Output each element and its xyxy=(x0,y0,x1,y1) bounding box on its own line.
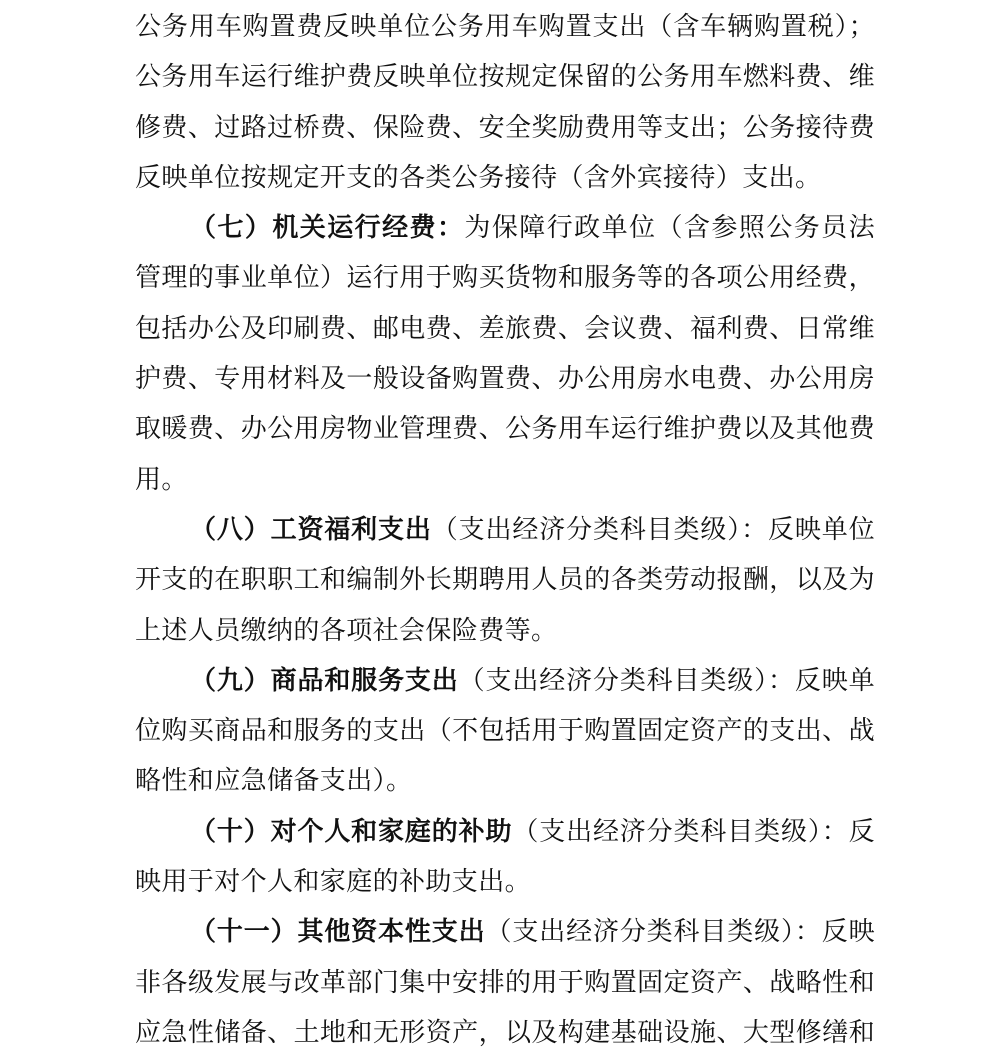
text-span: 为保障行政单位（含参照公务员法 xyxy=(464,213,875,244)
text-span: （支出经济分类科目类级）：反 xyxy=(512,816,875,847)
section-heading: （九）商品和服务支出 xyxy=(190,665,459,696)
text-line: 略性和应急储备支出）。 xyxy=(135,766,413,797)
text-line xyxy=(135,656,875,706)
text-line xyxy=(135,505,875,555)
text-span: （支出经济分类科目类级）：反映单位 xyxy=(431,514,875,545)
text-line: 开支的在职职工和编制外长期聘用人员的各类劳动报酬，以及为 xyxy=(135,565,875,596)
paragraph-vehicle-expenses xyxy=(0,2,1000,203)
section-heading: （十）对个人和家庭的补助 xyxy=(190,816,513,847)
text-line: 取暖费、办公用房物业管理费、公务用车运行维护费以及其他费 xyxy=(135,414,875,445)
text-line: 非各级发展与改革部门集中安排的用于购置固定资产、战略性和 xyxy=(135,967,875,998)
text-line xyxy=(135,807,875,857)
paragraph-household-subsidies xyxy=(0,807,1000,908)
section-heading: （七）机关运行经费： xyxy=(190,213,465,244)
paragraph-office-operating-expenses xyxy=(0,203,1000,505)
text-line: 管理的事业单位）运行用于购买货物和服务等的各项公用经费， xyxy=(135,263,875,294)
text-line: 上述人员缴纳的各项社会保险费等。 xyxy=(135,615,558,646)
text-line: 公务用车运行维护费反映单位按规定保留的公务用车燃料费、维 xyxy=(135,62,875,93)
text-line: 用。 xyxy=(135,464,188,495)
text-line: 护费、专用材料及一般设备购置费、办公用房水电费、办公用房 xyxy=(135,364,875,395)
text-line: 反映单位按规定开支的各类公务接待（含外宾接待）支出。 xyxy=(135,162,822,193)
paragraph-other-capital-expenditure xyxy=(0,907,1000,1058)
text-line: 包括办公及印刷费、邮电费、差旅费、会议费、福利费、日常维 xyxy=(135,313,875,344)
text-line: 应急性储备、土地和无形资产，以及构建基础设施、大型修缮和 xyxy=(135,1017,875,1048)
text-line: 公务用车购置费反映单位公务用车购置支出（含车辆购置税）； xyxy=(135,12,875,42)
section-heading: （十一）其他资本性支出 xyxy=(190,917,486,948)
text-span: （支出经济分类科目类级）：反映单 xyxy=(458,665,875,696)
text-line: 位购买商品和服务的支出（不包括用于购置固定资产的支出、战 xyxy=(135,716,875,747)
text-line: 映用于对个人和家庭的补助支出。 xyxy=(135,867,532,898)
text-line xyxy=(135,907,875,957)
section-heading: （八）工资福利支出 xyxy=(190,514,432,545)
text-line: 修费、过路过桥费、保险费、安全奖励费用等支出；公务接待费 xyxy=(135,112,875,143)
paragraph-goods-services xyxy=(0,656,1000,807)
text-span: （支出经济分类科目类级）：反映 xyxy=(485,917,875,948)
text-line xyxy=(135,203,875,253)
paragraph-wages-welfare xyxy=(0,505,1000,656)
